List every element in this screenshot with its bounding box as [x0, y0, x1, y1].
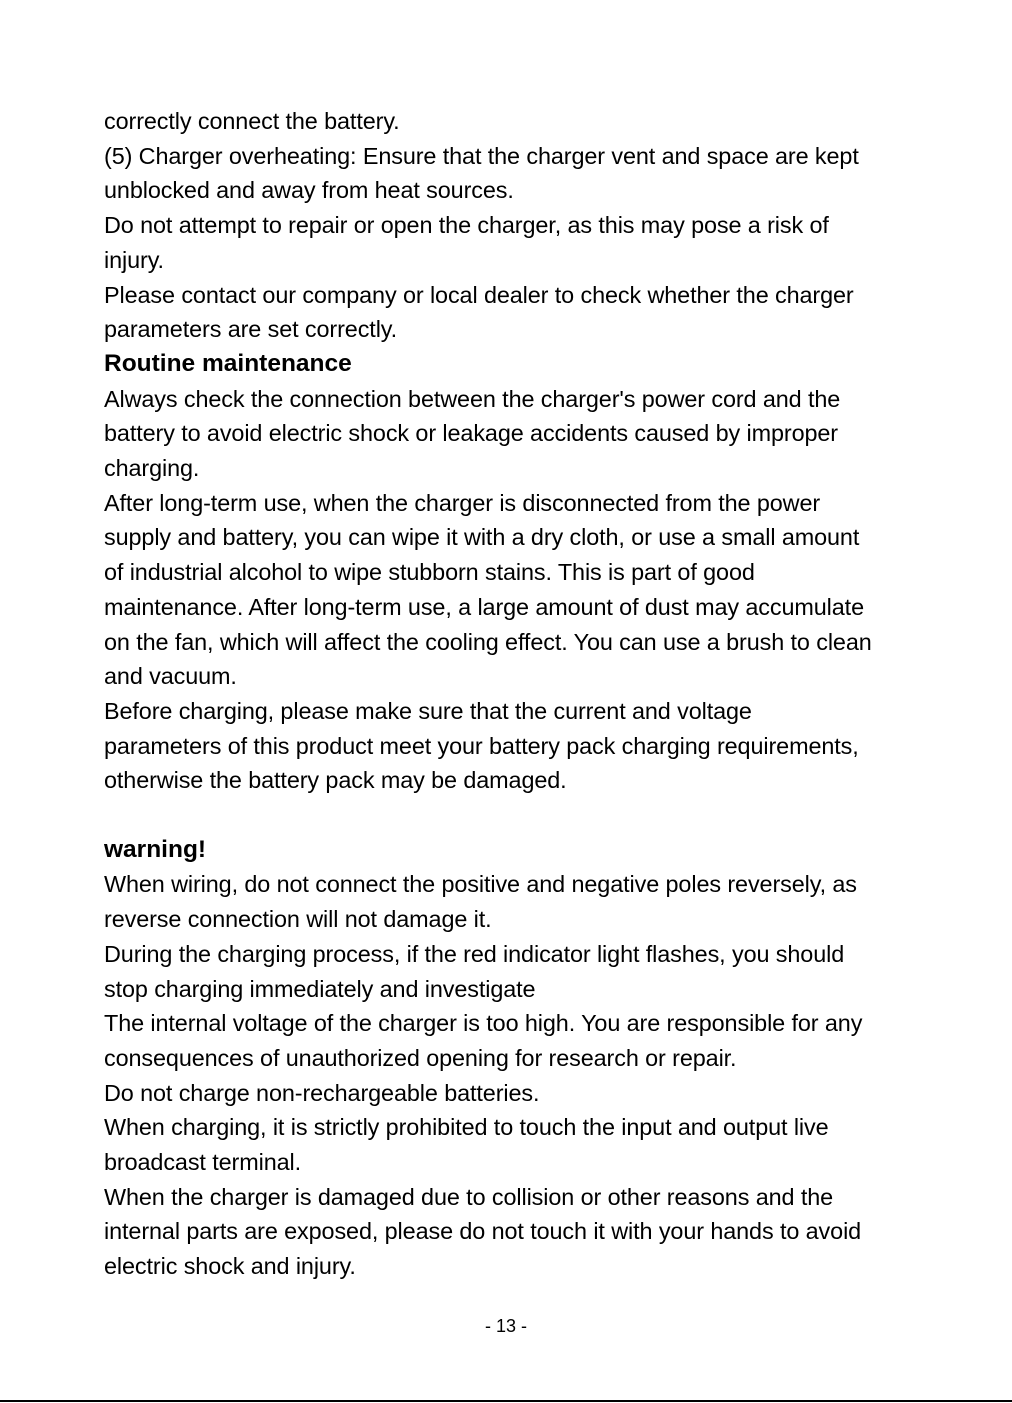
- paragraph-red-indicator: During the charging process, if the red indicator light flashes, you should stop charging immediately and investigate: [104, 940, 845, 1002]
- heading-routine-maintenance: Routine maintenance: [104, 349, 352, 377]
- paragraph-do-not-repair: Do not attempt to repair or open the charger, as this may pose a risk of injury.: [104, 212, 829, 273]
- paragraph-wiring-polarity: When wiring, do not connect the positive and negative poles reversely, as reverse connection will not damage it.: [104, 871, 857, 933]
- paragraph-check-connection: Always check the connection between the charger's power cord and the battery to avoid electric shock or leakage accidents caused by improper charging.: [104, 385, 841, 482]
- paragraph-cleaning: After long-term use, when the charger is disconnected from the power supply and battery, you can wipe it with a dry cloth, or use a small amount of industrial alcohol to wipe stubborn stains. This is part of good maintenance. After long-term use, a large amount of dust may accumulate on the fan, which will affect the cooling effect. You can use a brush to clean and vacuum.: [104, 489, 872, 690]
- paragraph-internal-voltage: The internal voltage of the charger is too high. You are responsible for any consequences of unauthorized opening for research or repair.: [104, 1010, 863, 1071]
- page-content: [104, 104, 924, 1284]
- paragraph-battery-connection: correctly connect the battery.: [104, 108, 400, 134]
- paragraph-live-terminal: When charging, it is strictly prohibited to touch the input and output live broadcast terminal.: [104, 1114, 829, 1176]
- paragraph-contact-dealer: Please contact our company or local dealer to check whether the charger parameters are set correctly.: [104, 281, 854, 343]
- heading-warning: warning!: [104, 835, 207, 863]
- paragraph-non-rechargeable: Do not charge non-rechargeable batteries.: [104, 1079, 540, 1106]
- paragraph-damaged-charger: When the charger is damaged due to collision or other reasons and the internal parts are exposed, please do not touch it with your hands to avoid electric shock and injury.: [104, 1183, 862, 1280]
- page-number: - 13 -: [484, 1316, 527, 1336]
- paragraph-charger-overheating: (5) Charger overheating: Ensure that the charger vent and space are kept unblocked and away from heat sources.: [104, 142, 859, 204]
- section-spacer: [104, 798, 924, 833]
- paragraph-before-charging: Before charging, please make sure that the current and voltage parameters of this product meet your battery pack charging requirements, otherwise the battery pack may be damaged.: [104, 697, 859, 794]
- bottom-rule: [0, 1400, 1012, 1402]
